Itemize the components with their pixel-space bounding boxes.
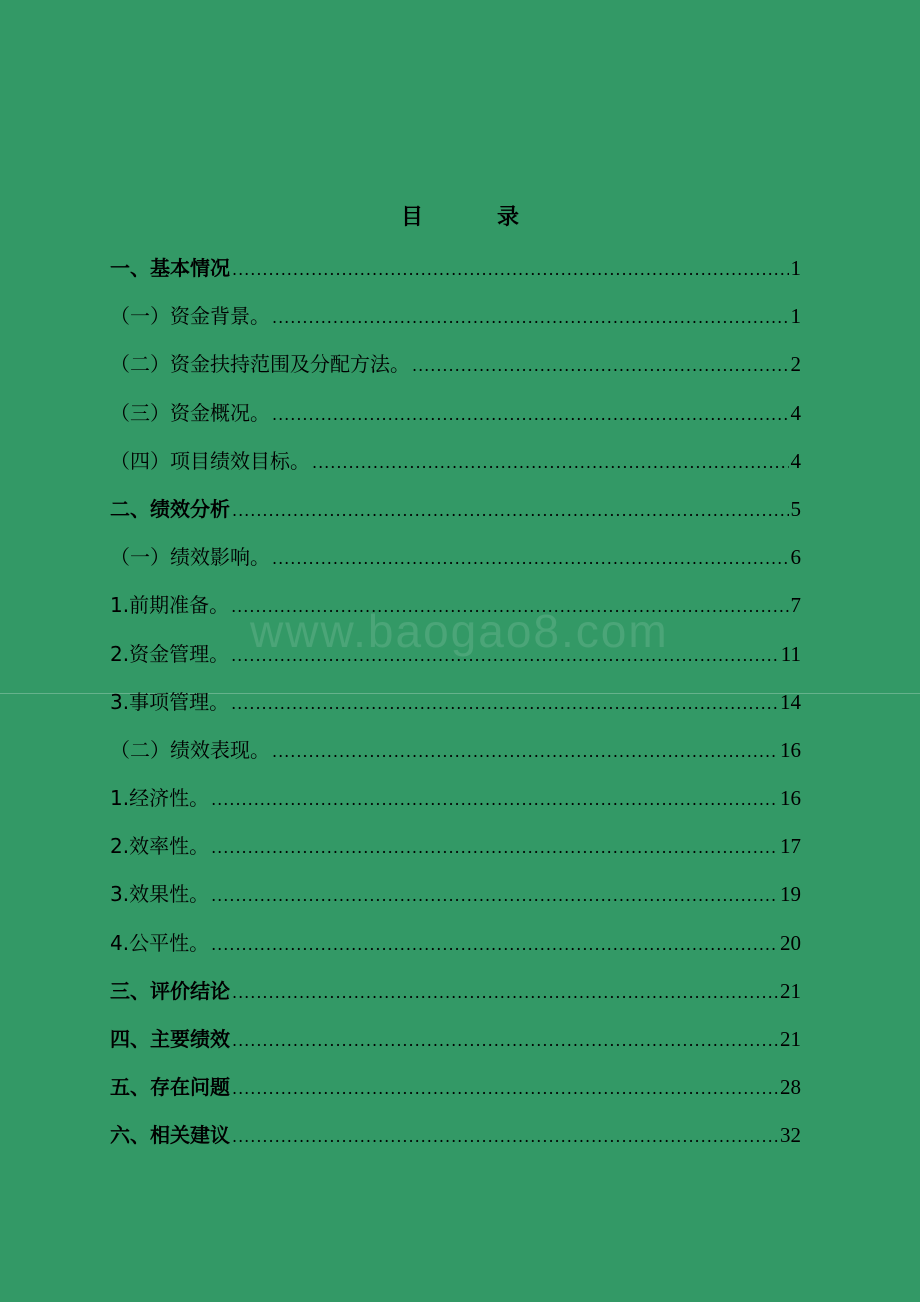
toc-entry-page-number: 16 [780, 737, 801, 762]
toc-entry-page-number: 32 [780, 1123, 801, 1148]
toc-entry-page-number: 11 [780, 641, 801, 666]
toc-entry[interactable] [110, 1119, 801, 1167]
toc-entry-label: 四、主要绩效 [110, 1027, 230, 1051]
toc-entry[interactable] [110, 348, 801, 396]
toc-entry-label: 三、评价结论 [110, 978, 230, 1003]
toc-entry-page-number: 6 [790, 545, 801, 570]
toc-entry[interactable] [110, 252, 801, 300]
toc-entry-label: （二）资金扶持范围及分配方法。 [110, 352, 410, 377]
toc-leader-dots [272, 399, 789, 431]
toc-entry-label: 六、相关建议 [110, 1123, 230, 1148]
table-of-contents [110, 252, 801, 1168]
watermark: www.baogao8.com [250, 605, 669, 657]
toc-entry-label: （四）项目绩效目标。 [110, 448, 310, 473]
toc-entry-label: （一）资金背景。 [110, 304, 270, 329]
toc-leader-dots [231, 591, 788, 623]
toc-entry-label: 2.效率性。 [110, 834, 210, 859]
toc-entry-page-number: 4 [790, 448, 801, 473]
toc-entry-label: 二、绩效分析 [110, 496, 230, 521]
toc-entry-page-number: 1 [790, 304, 801, 329]
toc-entry[interactable] [110, 782, 801, 830]
toc-entry-page-number: 2 [790, 352, 801, 377]
toc-entry-label: 一、基本情况 [110, 256, 230, 280]
toc-entry-page-number: 1 [790, 256, 801, 280]
toc-entry-page-number: 19 [780, 882, 801, 907]
toc-entry-page-number: 28 [780, 1075, 801, 1100]
toc-entry[interactable] [110, 927, 801, 975]
toc-title: 目 录 [400, 205, 545, 230]
toc-leader-dots [272, 543, 789, 575]
toc-entry-page-number: 16 [780, 786, 801, 811]
toc-entry[interactable] [110, 397, 801, 445]
toc-entry-label: 五、存在问题 [110, 1075, 230, 1100]
toc-entry-label: 4.公平性。 [110, 930, 210, 955]
toc-leader-dots [211, 832, 778, 864]
toc-leader-dots [232, 977, 778, 1009]
toc-leader-dots [272, 736, 778, 768]
toc-leader-dots [231, 640, 779, 672]
toc-entry[interactable] [110, 734, 801, 782]
toc-leader-dots [232, 1073, 778, 1105]
toc-entry-label: （二）绩效表现。 [110, 737, 270, 762]
toc-entry[interactable] [110, 1023, 801, 1071]
toc-leader-dots [272, 302, 789, 334]
toc-entry-label: 1.前期准备。 [110, 593, 230, 618]
toc-leader-dots [211, 784, 778, 816]
toc-leader-dots [412, 350, 789, 382]
toc-entry[interactable] [110, 445, 801, 493]
toc-leader-dots [312, 447, 789, 479]
toc-entry-label: 3.效果性。 [110, 882, 210, 907]
toc-leader-dots [211, 929, 778, 961]
toc-entry[interactable] [110, 493, 801, 541]
toc-leader-dots [232, 1121, 778, 1153]
toc-entry-page-number: 7 [790, 593, 801, 618]
toc-entry-page-number: 21 [780, 1027, 801, 1051]
toc-entry-label: （三）资金概况。 [110, 400, 270, 425]
toc-entry-label: 3.事项管理。 [110, 689, 230, 714]
toc-leader-dots [211, 880, 778, 912]
toc-entry[interactable] [110, 878, 801, 926]
toc-entry[interactable] [110, 686, 801, 734]
toc-leader-dots [232, 254, 789, 286]
toc-entry[interactable] [110, 589, 801, 637]
toc-entry-page-number: 14 [780, 689, 801, 714]
toc-leader-dots [232, 1025, 778, 1057]
toc-entry[interactable] [110, 638, 801, 686]
toc-entry-label: 2.资金管理。 [110, 641, 230, 666]
toc-entry-page-number: 21 [780, 978, 801, 1003]
toc-entry[interactable] [110, 1071, 801, 1119]
toc-entry-page-number: 17 [780, 834, 801, 859]
toc-entry-page-number: 4 [790, 400, 801, 425]
toc-leader-dots [231, 688, 778, 720]
toc-entry[interactable] [110, 975, 801, 1023]
toc-entry-page-number: 20 [780, 930, 801, 955]
toc-entry[interactable] [110, 541, 801, 589]
toc-entry-label: （一）绩效影响。 [110, 545, 270, 570]
toc-entry-label: 1.经济性。 [110, 786, 210, 811]
toc-entry[interactable] [110, 830, 801, 878]
toc-entry[interactable] [110, 300, 801, 348]
toc-entry-page-number: 5 [790, 496, 801, 521]
toc-leader-dots [232, 495, 789, 527]
